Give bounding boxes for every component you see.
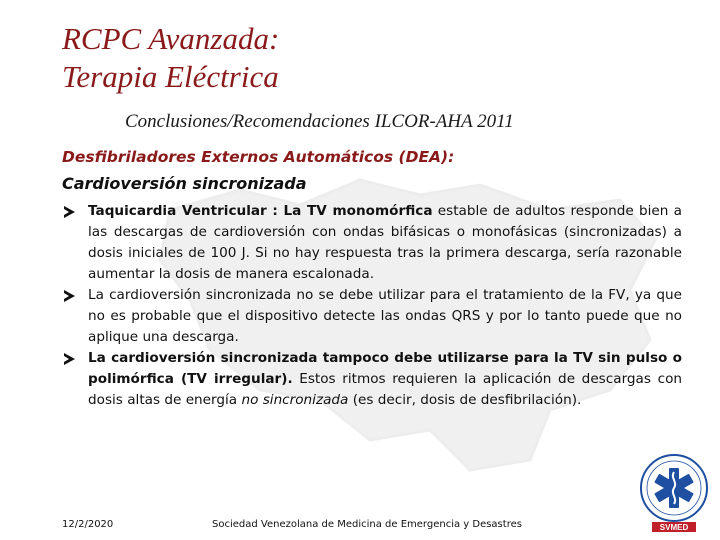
slide-title — [62, 20, 279, 96]
arrow-bullet-icon — [64, 353, 75, 365]
footer-date: 12/2/2020 — [62, 519, 114, 530]
arrow-bullet-icon — [64, 206, 75, 218]
bullet-item — [64, 348, 682, 411]
bullet-bold-text: Taquicardia Ventricular : La TV monomórfica — [88, 203, 433, 219]
arrow-bullet-icon — [64, 290, 75, 302]
bullet-list — [64, 201, 682, 411]
bullet-item — [64, 285, 682, 348]
section-title: Desfibriladores Externos Automáticos (DEA): — [62, 148, 455, 166]
bullet-italic-text: no sincronizada — [241, 392, 349, 408]
bullet-text-end: (es decir, dosis de desfibrilación). — [348, 392, 582, 408]
bullet-bold-text: La cardioversión sincronizada tampoco debe utilizarse para la TV sin pulso o polimórfica (TV irregular). — [88, 350, 682, 387]
section-subtitle: Cardioversión sincronizada — [62, 174, 307, 193]
logo-text: SVMED — [659, 523, 689, 532]
bullet-text: La cardioversión sincronizada no se debe utilizar para el tratamiento de la FV, ya que no es probable que el dispositivo detecte las ondas QRS y por lo tanto puede que no aplique una descarga. — [88, 287, 682, 345]
bullet-text: Estos ritmos requieren la aplicación de descargas con dosis altas de energía — [88, 371, 682, 408]
title-line-2: Terapia Eléctrica — [62, 59, 279, 94]
bullet-item — [64, 201, 682, 285]
bullet-text: estable de adultos responde bien a las descargas de cardioversión con ondas bifásicas o monofásicas (sincronizadas) a dosis iniciales de 100 J. Si no hay respuesta tras la primera descarga, sería razonable aumentar la dosis de manera escalonada. — [88, 203, 682, 282]
title-line-1: RCPC Avanzada: — [62, 21, 280, 56]
slide-subtitle: Conclusiones/Recomendaciones ILCOR-AHA 2011 — [125, 111, 514, 132]
svmed-logo — [636, 452, 712, 534]
footer-organization: Sociedad Venezolana de Medicina de Emergencia y Desastres — [212, 519, 522, 530]
